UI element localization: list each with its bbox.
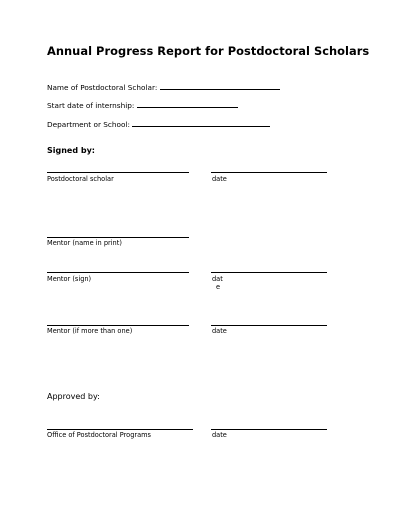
office-signature-line[interactable] <box>47 429 193 430</box>
start-date-row <box>47 99 238 110</box>
scholar-name-line[interactable] <box>160 81 280 90</box>
department-line[interactable] <box>132 118 270 127</box>
department-row <box>47 118 270 129</box>
signed-by-heading: Signed by: <box>47 146 96 155</box>
office-label: Office of Postdoctoral Programs <box>47 431 151 439</box>
mentor-sign-date-label-part2: e <box>216 283 221 291</box>
approved-by-heading: Approved by: <box>47 392 100 401</box>
mentor-sign-line[interactable] <box>47 272 189 273</box>
mentor-print-line[interactable] <box>47 237 189 238</box>
mentor-print-label: Mentor (name in print) <box>47 239 122 247</box>
start-date-label: Start date of internship: <box>47 101 135 110</box>
office-date-line[interactable] <box>211 429 327 430</box>
mentor-sign-date-label-part1: dat <box>212 275 223 283</box>
postdoc-date-label: date <box>212 175 227 183</box>
postdoc-date-line[interactable] <box>211 172 327 173</box>
start-date-line[interactable] <box>137 99 238 108</box>
mentor-multi-label: Mentor (if more than one) <box>47 327 133 335</box>
mentor-multi-line[interactable] <box>47 325 189 326</box>
mentor-multi-date-label: date <box>212 327 227 335</box>
mentor-sign-label: Mentor (sign) <box>47 275 92 283</box>
scholar-name-row <box>47 81 280 92</box>
office-date-label: date <box>212 431 227 439</box>
postdoc-label: Postdoctoral scholar <box>47 175 114 183</box>
department-label: Department or School: <box>47 120 130 129</box>
mentor-multi-date-line[interactable] <box>211 325 327 326</box>
scholar-name-label: Name of Postdoctoral Scholar: <box>47 83 158 92</box>
mentor-sign-date-line[interactable] <box>211 272 327 273</box>
postdoc-signature-line[interactable] <box>47 172 189 173</box>
document-title: Annual Progress Report for Postdoctoral Scholars <box>47 44 370 58</box>
